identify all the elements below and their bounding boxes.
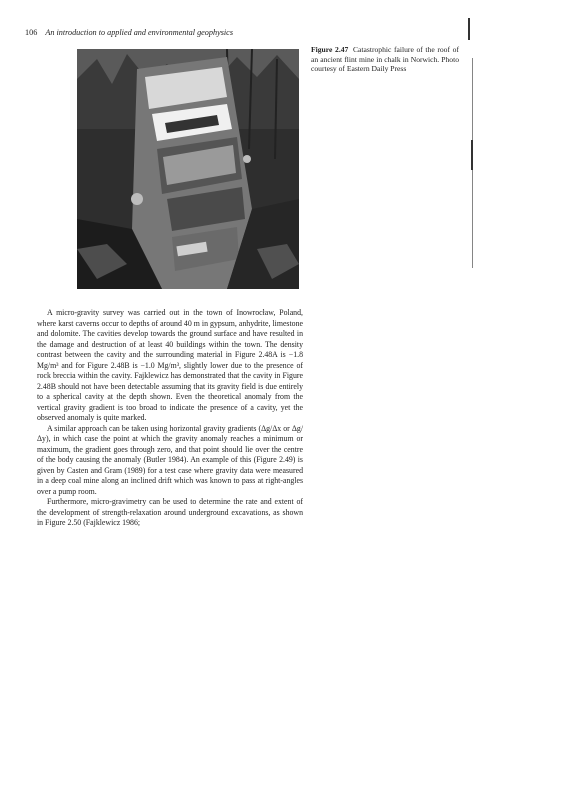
figure-caption bbox=[311, 45, 459, 74]
body-paragraph: A micro-gravity survey was carried out in the town of Inowrocław, Poland, where karst caverns occur to depths of around 40 m in gypsum, anhydrite, limestone and dolomite. The cavities develop towards the ground surface and have resulted in the damage and destruction of at least 40 buildings within the town. The density contrast between the cavity and the surrounding material in Figure 2.48A is −1.8 Mg/m³ and for Figure 2.48B is −1.0 Mg/m³, slightly lower due to the presence of rock breccia within the cavity. Fajklewicz has demonstrated that the cavity in Figure 2.48B should not have been detectable assuming that its gravity field is due entirely to a spherical cavity at the depth shown. Even the theoretical anomaly from the vertical gravity gradient is too broad to indicate the presence of a cavity, yet the observed anomaly is quite marked. bbox=[37, 308, 303, 422]
page-edge-mark bbox=[471, 140, 473, 170]
body-text bbox=[37, 308, 303, 529]
figure-label: Figure 2.47 bbox=[311, 45, 349, 54]
page-number: 106 bbox=[25, 28, 38, 37]
page-edge-mark bbox=[468, 18, 470, 40]
running-title: An introduction to applied and environmental geophysics bbox=[45, 28, 234, 37]
figure-photo bbox=[77, 49, 299, 289]
body-paragraph: Furthermore, micro-gravimetry can be used to determine the rate and extent of the development of strength-relaxation around underground excavations, as shown in Figure 2.50 (Fajklewicz 1986; bbox=[37, 497, 303, 527]
page-header bbox=[25, 28, 325, 37]
figure-caption-text: Catastrophic failure of the roof of an ancient flint mine in chalk in Norwich. Photo courtesy of Eastern Daily Press bbox=[311, 45, 459, 74]
body-paragraph: A similar approach can be taken using horizontal gravity gradients (Δg/Δx or Δg/Δy), in which case the point at which the gravity anomaly reaches a minimum or maximum, the gradient goes through zero, and that point should lie over the centre of the body causing the anomaly (Butler 1984). An example of this (Figure 2.49) is given by Casten and Gram (1989) for a test case where gravity data were measured in a deep coal mine along an inclined drift which was known to pass at right-angles over a pump room. bbox=[37, 423, 303, 496]
